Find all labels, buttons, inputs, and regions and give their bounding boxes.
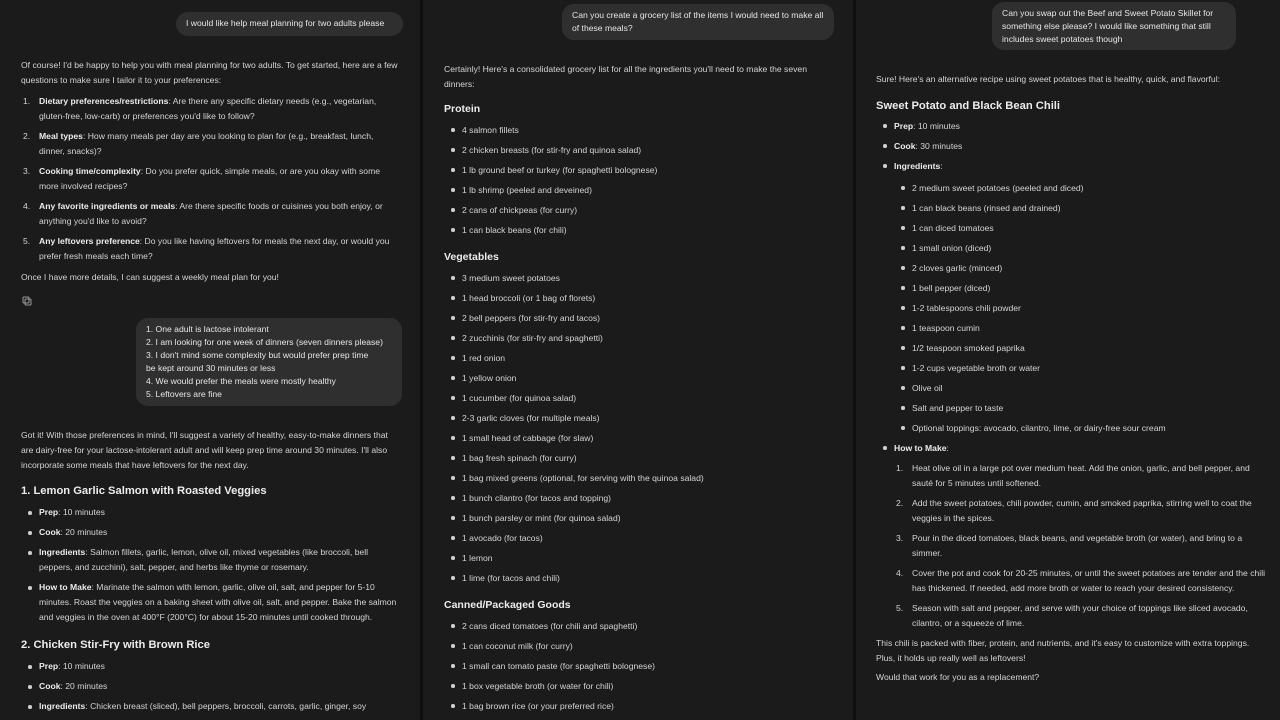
prep-time: Prep: 10 minutes (876, 116, 1268, 136)
how-to-heading: How to Make: (876, 438, 1268, 458)
grocery-item: 2-3 garlic cloves (for multiple meals) (444, 408, 836, 428)
question-list (21, 94, 401, 264)
detail-text: : Marinate the salmon with lemon, garlic, olive oil, salt, and pepper for 5-10 minutes. Roast the veggies on a baking sheet with olive oil, salt, and pepper. Bake the salmon and veggies in the oven at 400°F (200°C) for about 15-20 minutes until cooked through. (39, 582, 397, 622)
grocery-item: 1 can black beans (for chili) (444, 220, 836, 240)
grocery-section-title: Canned/Packaged Goods (444, 599, 571, 611)
user-message-bubble (562, 4, 834, 40)
question-label: Meal types (39, 131, 83, 141)
detail-text: : 20 minutes (60, 681, 108, 691)
meal-details (21, 505, 401, 625)
grocery-item: 1 red onion (444, 348, 836, 368)
grocery-section-title: Vegetables (444, 251, 499, 263)
ingredient-item: 2 medium sweet potatoes (peeled and diced) (894, 178, 1268, 198)
ingredient-item: 1 teaspoon cumin (894, 318, 1268, 338)
meal-detail-item (21, 545, 401, 575)
question-text: : Do you like having leftovers for meals the next day, or would you prefer fresh meals each time? (39, 236, 390, 261)
step-number: 1. (896, 463, 904, 473)
detail-text: : 10 minutes (58, 507, 105, 517)
item-number: 4. (23, 201, 31, 211)
grocery-item: 4 salmon fillets (444, 120, 836, 140)
how-to-section (876, 438, 1268, 458)
user-message-text: Can you create a grocery list of the items I would need to make all of these meals? (572, 10, 824, 33)
chat-column-3[interactable] (856, 0, 1280, 720)
grocery-item: 1 bag mixed greens (optional, for serving with the quinoa salad) (444, 468, 836, 488)
recipe-meta (876, 116, 1268, 176)
question-label: Any favorite ingredients or meals (39, 201, 176, 211)
user-message-line: something else please? I would like something that still (1002, 21, 1211, 31)
grocery-item: 2 chicken breasts (for stir-fry and quinoa salad) (444, 140, 836, 160)
grocery-list (444, 120, 836, 240)
assistant-message (21, 58, 401, 285)
grocery-item: 2 zucchinis (for stir-fry and spaghetti) (444, 328, 836, 348)
grocery-item: 1 bag fresh spinach (for curry) (444, 448, 836, 468)
detail-label: Prep (39, 661, 59, 671)
ingredient-item: 1-2 tablespoons chili powder (894, 298, 1268, 318)
grocery-item: 3 medium sweet potatoes (444, 268, 836, 288)
user-message-bubble (176, 12, 403, 36)
grocery-intro: Certainly! Here's a consolidated grocery list for all the ingredients you'll need to make the seven dinners: (444, 64, 807, 89)
question-text: : Do you prefer quick, simple meals, or are you okay with some more involved recipes? (39, 166, 381, 191)
user-message-line: Can you swap out the Beef and Sweet Potato Skillet for (1002, 8, 1214, 18)
detail-label: Cook (39, 681, 61, 691)
recipe-outro: This chili is packed with fiber, protein, and nutrients, and it's easy to customize with extra toppings. Plus, it holds up really well as leftovers! (876, 638, 1250, 663)
user-message-bubble (136, 318, 402, 406)
step-number: 3. (896, 533, 904, 543)
grocery-item: 2 cans of chickpeas (for curry) (444, 200, 836, 220)
grocery-item: 1 bunch cilantro (for tacos and topping) (444, 488, 836, 508)
recipe-intro: Sure! Here's an alternative recipe using sweet potatoes that is healthy, quick, and flavorful: (876, 74, 1220, 84)
grocery-item: 1 lemon (444, 548, 836, 568)
grocery-item: 2 bell peppers (for stir-fry and tacos) (444, 308, 836, 328)
assistant-message (876, 72, 1268, 685)
detail-text: : Chicken breast (sliced), bell peppers, broccoli, carrots, garlic, ginger, soy (85, 701, 367, 711)
user-message-text: I would like help meal planning for two adults please (186, 18, 385, 28)
user-message-line: 5. Leftovers are fine (146, 389, 222, 399)
step-item (894, 566, 1268, 596)
grocery-section-title: Protein (444, 103, 481, 115)
step-number: 4. (896, 568, 904, 578)
ingredient-list (894, 178, 1268, 438)
question-item (21, 234, 401, 264)
chat-column-1[interactable] (0, 0, 420, 720)
ingredient-item: Optional toppings: avocado, cilantro, lime, or dairy-free sour cream (894, 418, 1268, 438)
detail-text: : 20 minutes (60, 527, 108, 537)
grocery-item: 1 head broccoli (or 1 bag of florets) (444, 288, 836, 308)
detail-label: Prep (39, 507, 59, 517)
step-item (894, 496, 1268, 526)
step-number: 2. (896, 498, 904, 508)
followup-question: Would that work for you as a replacement? (876, 672, 1040, 682)
meal-detail-item (21, 679, 401, 694)
ingredient-item: 1 small onion (diced) (894, 238, 1268, 258)
step-text: Season with salt and pepper, and serve with your choice of toppings like sliced avocado, cilantro, or a squeeze of lime. (912, 603, 1248, 628)
detail-label: How to Make (39, 582, 92, 592)
meal-detail-item (21, 505, 401, 520)
grocery-sections (444, 101, 836, 716)
reply-intro: Got it! With those preferences in mind, I'll suggest a variety of healthy, easy-to-make dinners that are dairy-free for your lactose-intolerant adult and will keep prep time around 30 minutes. I'll also incorporate some meals that have leftovers for the next day. (21, 430, 388, 470)
grocery-list (444, 268, 836, 588)
chat-column-2[interactable] (423, 0, 853, 720)
question-label: Cooking time/complexity (39, 166, 141, 176)
question-text: : Are there any specific dietary needs (e.g., vegetarian, gluten-free, low-carb) or preferences you'd like to follow? (39, 96, 377, 121)
item-number: 1. (23, 96, 31, 106)
ingredient-item: 1 can diced tomatoes (894, 218, 1268, 238)
question-item (21, 129, 401, 159)
assistant-intro: Of course! I'd be happy to help you with meal planning for two adults. To get started, here are a few questions to make sure I tailor it to your preferences: (21, 60, 398, 85)
cook-time: Cook: 30 minutes (876, 136, 1268, 156)
user-message-line: 1. One adult is lactose intolerant (146, 324, 269, 334)
ingredient-item: 1/2 teaspoon smoked paprika (894, 338, 1268, 358)
step-text: Pour in the diced tomatoes, black beans, and vegetable broth (or water), and bring to a simmer. (912, 533, 1243, 558)
question-item (21, 199, 401, 229)
user-message-line: includes sweet potatoes though (1002, 34, 1123, 44)
copy-icon[interactable] (22, 296, 32, 306)
step-text: Add the sweet potatoes, chili powder, cumin, and smoked paprika, stirring well to coat the veggies in the spices. (912, 498, 1252, 523)
question-text: : Are there specific foods or cuisines you both enjoy, or anything you'd like to avoid? (39, 201, 383, 226)
meal-detail-item (21, 580, 401, 625)
step-list (894, 461, 1268, 631)
detail-label: Cook (39, 527, 61, 537)
grocery-item: 1 box vegetable broth (or water for chili) (444, 676, 836, 696)
user-message-line: 2. I am looking for one week of dinners (seven dinners please) (146, 337, 383, 347)
question-label: Dietary preferences/restrictions (39, 96, 169, 106)
question-item (21, 164, 401, 194)
grocery-item: 1 small head of cabbage (for slaw) (444, 428, 836, 448)
step-item (894, 531, 1268, 561)
question-item (21, 94, 401, 124)
meal-detail-item (21, 699, 401, 714)
recipe-title: Sweet Potato and Black Bean Chili (876, 100, 1061, 112)
item-number: 3. (23, 166, 31, 176)
ingredient-item: 2 cloves garlic (minced) (894, 258, 1268, 278)
meal-title: 1. Lemon Garlic Salmon with Roasted Veggies (21, 485, 267, 497)
assistant-outro: Once I have more details, I can suggest a weekly meal plan for you! (21, 272, 279, 282)
grocery-item: 1 bag brown rice (or your preferred rice) (444, 696, 836, 716)
user-message-line: be kept around 30 minutes or less (146, 363, 276, 373)
detail-label: Ingredients (39, 547, 86, 557)
question-text: : How many meals per day are you looking to plan for (e.g., breakfast, lunch, dinner, snacks)? (39, 131, 374, 156)
ingredient-item: 1 can black beans (rinsed and drained) (894, 198, 1268, 218)
grocery-item: 1 yellow onion (444, 368, 836, 388)
meal-detail-item (21, 659, 401, 674)
grocery-item: 1 small can tomato paste (for spaghetti bolognese) (444, 656, 836, 676)
step-item (894, 601, 1268, 631)
grocery-item: 1 avocado (for tacos) (444, 528, 836, 548)
question-label: Any leftovers preference (39, 236, 140, 246)
grocery-item: 1 lb shrimp (peeled and deveined) (444, 180, 836, 200)
ingredient-item: Salt and pepper to taste (894, 398, 1268, 418)
grocery-item: 2 cans diced tomatoes (for chili and spaghetti) (444, 616, 836, 636)
step-item (894, 461, 1268, 491)
ingredient-item: 1-2 cups vegetable broth or water (894, 358, 1268, 378)
grocery-list (444, 616, 836, 716)
step-text: Cover the pot and cook for 20-25 minutes, or until the sweet potatoes are tender and the chili has thickened. If needed, add more broth or water to reach your desired consistency. (912, 568, 1266, 593)
grocery-item: 1 lb ground beef or turkey (for spaghetti bolognese) (444, 160, 836, 180)
assistant-message (21, 428, 401, 719)
user-message-line: 4. We would prefer the meals were mostly healthy (146, 376, 336, 386)
meal-detail-item (21, 525, 401, 540)
detail-text: : 10 minutes (58, 661, 105, 671)
grocery-item: 1 lime (for tacos and chili) (444, 568, 836, 588)
meal-title: 2. Chicken Stir-Fry with Brown Rice (21, 639, 210, 651)
ingredient-item: 1 bell pepper (diced) (894, 278, 1268, 298)
item-number: 5. (23, 236, 31, 246)
grocery-item: 1 cucumber (for quinoa salad) (444, 388, 836, 408)
ingredient-item: Olive oil (894, 378, 1268, 398)
ingredients-heading: Ingredients: (876, 156, 1268, 176)
item-number: 2. (23, 131, 31, 141)
user-message-line: 3. I don't mind some complexity but would prefer prep time (146, 350, 369, 360)
grocery-item: 1 bunch parsley or mint (for quinoa salad) (444, 508, 836, 528)
step-text: Heat olive oil in a large pot over medium heat. Add the onion, garlic, and bell pepper, and sauté for 5 minutes until softened. (912, 463, 1250, 488)
detail-text: : Salmon fillets, garlic, lemon, olive oil, mixed vegetables (like broccoli, bell peppers, and zucchini), salt, pepper, and herbs like thyme or rosemary. (39, 547, 369, 572)
grocery-item: 1 can coconut milk (for curry) (444, 636, 836, 656)
detail-label: Ingredients (39, 701, 86, 711)
meal-details (21, 659, 401, 714)
step-number: 5. (896, 603, 904, 613)
user-message-bubble (992, 2, 1236, 50)
assistant-message (444, 62, 836, 716)
